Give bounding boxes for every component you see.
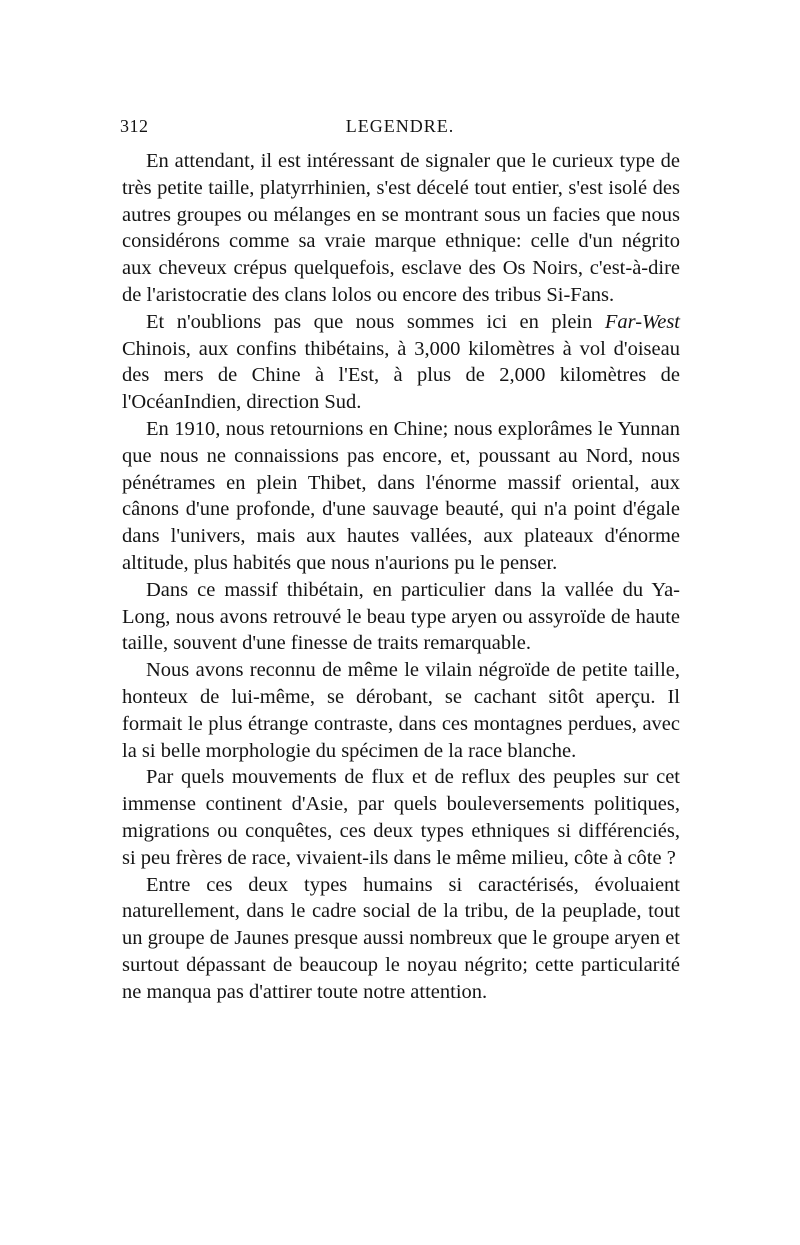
paragraph-3: En 1910, nous retournions en Chine; nous explorâmes le Yunnan que nous ne connaissions pas encore, et, poussant au Nord, nous pénétrames en plein Thibet, dans l'énorme massif oriental, aux cânons d'une profonde, d'une sauvage beauté, qui n'a point d'égale dans l'univers, mais aux hautes vallées, aux plateaux d'énorme altitude, plus habités que nous n'aurions pu le penser.	[122, 417, 680, 574]
running-head: LEGENDRE.	[345, 116, 455, 136]
paragraph-2-italic: Far-West	[604, 310, 680, 333]
paragraph-7: Entre ces deux types humains si caractérisés, évoluaient naturellement, dans le cadre social de la tribu, de la peuplade, tout un groupe de Jaunes presque aussi nombreux que le groupe aryen et surtout dépassant de beaucoup le noyau négrito; cette particularité ne manqua pas d'attirer toute notre attention.	[122, 873, 680, 1003]
paragraph-1: En attendant, il est intéressant de signaler que le curieux type de très petite taille, platyrrhinien, s'est décelé tout entier, s'est isolé des autres groupes ou mélanges en se montrant sous un facies que nous considérons comme sa vraie marque ethnique: celle d'un négrito aux cheveux crépus quelquefois, esclave des Os Noirs, c'est-à-dire de l'aristocratie des clans lolos ou encore des tribus Si-Fans.	[122, 150, 680, 306]
page-header	[120, 116, 680, 140]
paragraph-2-after: Chinois, aux confins thibétains, à 3,000 kilomètres à vol d'oiseau des mers de Chine à l'Est, à plus de 2,000 kilomètres de l'OcéanIndien, direction Sud.	[122, 337, 680, 414]
body-text	[122, 148, 680, 1006]
paragraph-2	[122, 309, 680, 416]
page-number: 312	[120, 116, 149, 136]
paragraph-5: Nous avons reconnu de même le vilain négroïde de petite taille, honteux de lui-même, se dérobant, se cachant sitôt aperçu. Il formait le plus étrange contraste, dans ces montagnes perdues, avec la si belle morphologie du spécimen de la race blanche.	[122, 659, 680, 762]
paragraph-4: Dans ce massif thibétain, en particulier dans la vallée du Ya-Long, nous avons retrouvé le beau type aryen ou assyroïde de haute taille, souvent d'une finesse de traits remarquable.	[122, 578, 680, 655]
paragraph-2-before: Et n'oublions pas que nous sommes ici en plein	[146, 310, 605, 333]
paragraph-6: Par quels mouvements de flux et de reflux des peuples sur cet immense continent d'Asie, par quels bouleversements politiques, migrations ou conquêtes, ces deux types ethniques si différenciés, si peu frères de race, vivaient-ils dans le même milieu, côte à côte ?	[122, 766, 680, 869]
